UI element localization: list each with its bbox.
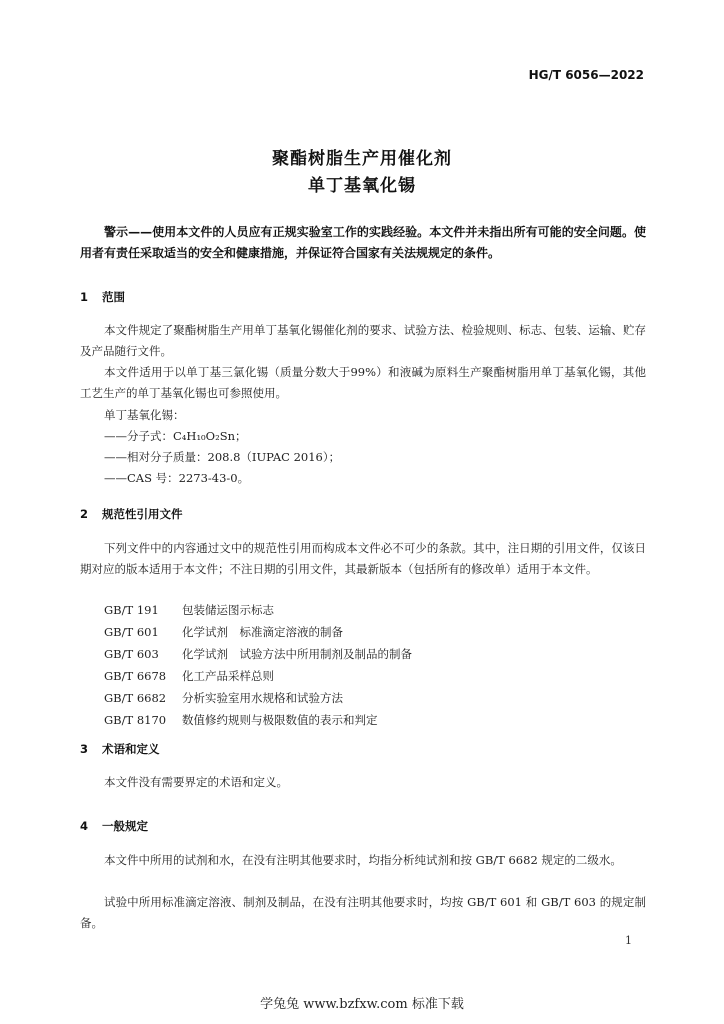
section-4-para-1: 本文件中所用的试剂和水，在没有注明其他要求时，均指分析纯试剂和按 GB/T 6682 规定的二级水。 [104, 853, 622, 867]
section-3-heading [80, 741, 160, 757]
reference-code: GB/T 601 [104, 625, 159, 639]
reference-code: GB/T 6682 [104, 691, 167, 705]
section-1-line-1: 单丁基氧化锡： [104, 408, 185, 422]
section-3-number: 3 [80, 742, 89, 756]
section-2-heading [80, 506, 183, 522]
section-2-para-1: 下列文件中的内容通过文中的规范性引用而构成本文件必不可少的条款。其中，注日期的引用文件，仅该日期对应的版本适用于本文件；不注日期的引用文件，其最新版本（包括所有的修改单）适用于本文件。 [80, 541, 646, 576]
section-4-number: 4 [80, 819, 89, 833]
reference-item [104, 668, 274, 684]
reference-name: 化工产品采样总则 [182, 669, 274, 683]
section-1-line-3: ——相对分子质量：208.8（IUPAC 2016）； [104, 450, 341, 464]
footer-watermark: 学兔兔 www.bzfxw.com 标准下载 [260, 997, 464, 1012]
reference-code: GB/T 8170 [104, 713, 167, 727]
section-1-line-2: ——分子式：C₄H₁₀O₂Sn； [104, 429, 247, 443]
section-1-heading [80, 289, 125, 305]
title-line-2: 单丁基氧化锡 [308, 176, 416, 196]
reference-item [104, 646, 412, 662]
warning-paragraph: 警示——使用本文件的人员应有正规实验室工作的实践经验。本文件并未指出所有可能的安全问题。使用者有责任采取适当的安全和健康措施，并保证符合国家有关法规规定的条件。 [80, 225, 646, 260]
reference-name: 数值修约规则与极限数值的表示和判定 [182, 713, 378, 727]
section-2-title: 规范性引用文件 [102, 507, 183, 521]
standard-code: HG/T 6056—2022 [528, 68, 644, 82]
reference-name: 包装储运图示标志 [182, 603, 274, 617]
section-2-number: 2 [80, 507, 89, 521]
section-4-para-2: 试验中所用标准滴定溶液、制剂及制品，在没有注明其他要求时，均按 GB/T 601 和 GB/T 603 的规定制备。 [80, 895, 646, 930]
section-1-para-2: 本文件适用于以单丁基三氯化锡（质量分数大于99%）和液碱为原料生产聚酯树脂用单丁基氧化锡，其他工艺生产的单丁基氧化锡也可参照使用。 [80, 365, 646, 400]
reference-name: 化学试剂 标准滴定溶液的制备 [182, 625, 343, 639]
title-line-1: 聚酯树脂生产用催化剂 [272, 149, 452, 169]
section-1-title: 范围 [102, 290, 125, 304]
reference-item [104, 712, 378, 728]
section-4-heading [80, 818, 148, 834]
reference-code: GB/T 191 [104, 603, 159, 617]
reference-name: 分析实验室用水规格和试验方法 [182, 691, 343, 705]
reference-code: GB/T 603 [104, 647, 159, 661]
reference-item [104, 624, 343, 640]
section-3-para-1: 本文件没有需要界定的术语和定义。 [104, 775, 288, 789]
page-number: 1 [625, 934, 632, 947]
reference-item [104, 602, 274, 618]
section-1-line-4: ——CAS 号：2273-43-0。 [104, 471, 250, 485]
section-1-para-1: 本文件规定了聚酯树脂生产用单丁基氧化锡催化剂的要求、试验方法、检验规则、标志、包装、运输、贮存及产品随行文件。 [80, 323, 646, 358]
reference-name: 化学试剂 试验方法中所用制剂及制品的制备 [182, 647, 412, 661]
reference-item [104, 690, 343, 706]
reference-code: GB/T 6678 [104, 669, 167, 683]
section-3-title: 术语和定义 [102, 742, 160, 756]
section-4-title: 一般规定 [102, 819, 148, 833]
section-1-number: 1 [80, 290, 89, 304]
